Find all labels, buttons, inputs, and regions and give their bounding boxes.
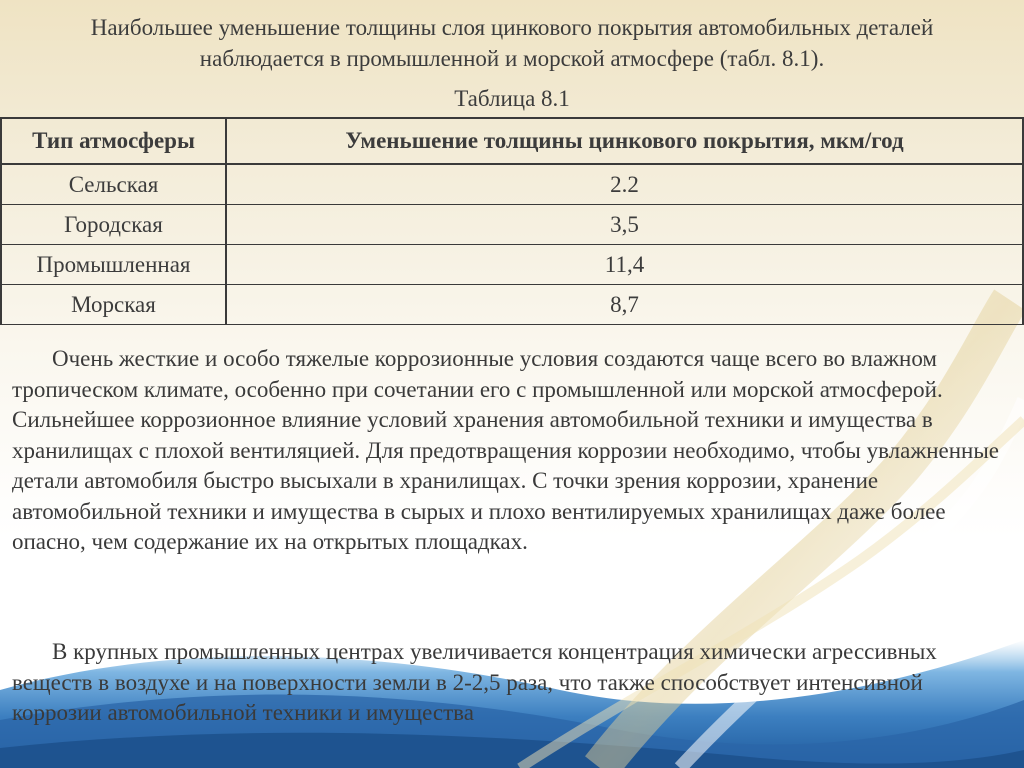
- cell-value: 11,4: [226, 245, 1023, 285]
- cell-value: 3,5: [226, 205, 1023, 245]
- table-caption: Таблица 8.1: [454, 86, 570, 111]
- header-atmosphere-type: Тип атмосферы: [1, 118, 226, 164]
- paragraph-industrial-centers: В крупных промышленных центрах увеличивается концентрация химически агрессивных веществ в воздухе и на поверхности земли в 2-2,5 раза, что также способствует интенсивной коррозии автомобильной техники и имущества: [12, 639, 937, 725]
- intro-text: Наибольшее уменьшение толщины слоя цинкового покрытия автомобильных деталей наблюдается в промышленной и морской атмосфере (табл. 8.1).: [90, 15, 934, 71]
- cell-type: Промышленная: [1, 245, 226, 285]
- cell-type: Морская: [1, 285, 226, 325]
- paragraph-corrosion-conditions: Очень жесткие и особо тяжелые коррозионные условия создаются чаще всего во влажном тропическом климате, особенно при сочетании его с промышленной или морской атмосферой. Сильнейшее коррозионное влияние условий хранения автомобильной техники и имущества в хранилищах с плохой вентиляцией. Для предотвращения коррозии необходимо, чтобы увлажненные детали автомобиля быстро высыхали в хранилищах. С точки зрения коррозии, хранение автомобильной техники и имущества в сырых и плохо вентилируемых хранилищах даже более опасно, чем содержание их на открытых площадках.: [12, 346, 1000, 554]
- table-row: [1, 164, 1023, 205]
- table-header-row: [1, 118, 1023, 164]
- cell-type: Сельская: [1, 164, 226, 205]
- cell-value: 8,7: [226, 285, 1023, 325]
- cell-value: 2.2: [226, 164, 1023, 205]
- atmosphere-table: [0, 117, 1024, 325]
- cell-type: Городская: [1, 205, 226, 245]
- header-thickness-reduction: Уменьшение толщины цинкового покрытия, мкм/год: [226, 118, 1023, 164]
- table-row: [1, 245, 1023, 285]
- table-row: [1, 285, 1023, 325]
- table-row: [1, 205, 1023, 245]
